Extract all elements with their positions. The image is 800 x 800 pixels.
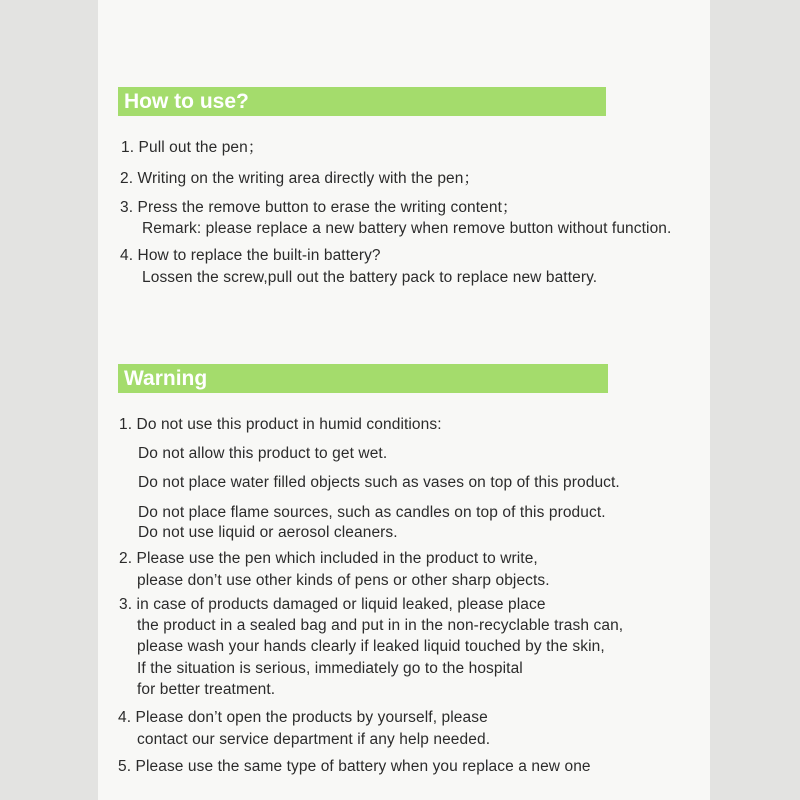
- how-to-step-3: 3. Press the remove button to erase the writing content；: [120, 199, 518, 216]
- how-to-step-4: 4. How to replace the built-in battery?: [120, 247, 381, 264]
- how-to-step-1: 1. Pull out the pen；: [121, 139, 264, 156]
- warning-item-1: 1. Do not use this product in humid conditions:: [119, 416, 442, 433]
- warning-item-1-detail: Do not use liquid or aerosol cleaners.: [138, 524, 398, 541]
- warning-item-2-detail: please don’t use other kinds of pens or other sharp objects.: [137, 572, 550, 589]
- warning-header: Warning: [118, 364, 608, 393]
- how-to-use-header: How to use?: [118, 87, 606, 116]
- warning-item-2: 2. Please use the pen which included in the product to write,: [119, 550, 538, 567]
- warning-item-3-detail: the product in a sealed bag and put in in the non-recyclable trash can,: [137, 617, 624, 634]
- warning-item-3-detail: If the situation is serious, immediately go to the hospital: [137, 660, 523, 677]
- warning-item-3-detail: please wash your hands clearly if leaked liquid touched by the skin,: [137, 638, 605, 655]
- warning-item-4: 4. Please don’t open the products by yourself, please: [118, 709, 488, 726]
- warning-item-1-detail: Do not place flame sources, such as candles on top of this product.: [138, 504, 606, 521]
- how-to-step-3-remark: Remark: please replace a new battery when remove button without function.: [142, 220, 672, 237]
- warning-item-5: 5. Please use the same type of battery when you replace a new one: [118, 758, 591, 775]
- warning-item-3: 3. in case of products damaged or liquid leaked, please place: [119, 596, 546, 613]
- instruction-sheet: [98, 0, 710, 800]
- warning-item-3-detail: for better treatment.: [137, 681, 276, 698]
- how-to-step-2: 2. Writing on the writing area directly with the pen；: [120, 170, 480, 187]
- how-to-step-4-detail: Lossen the screw,pull out the battery pack to replace new battery.: [142, 269, 598, 286]
- warning-item-1-detail: Do not place water filled objects such as vases on top of this product.: [138, 474, 620, 491]
- warning-item-4-detail: contact our service department if any help needed.: [137, 731, 491, 748]
- warning-item-1-detail: Do not allow this product to get wet.: [138, 445, 388, 462]
